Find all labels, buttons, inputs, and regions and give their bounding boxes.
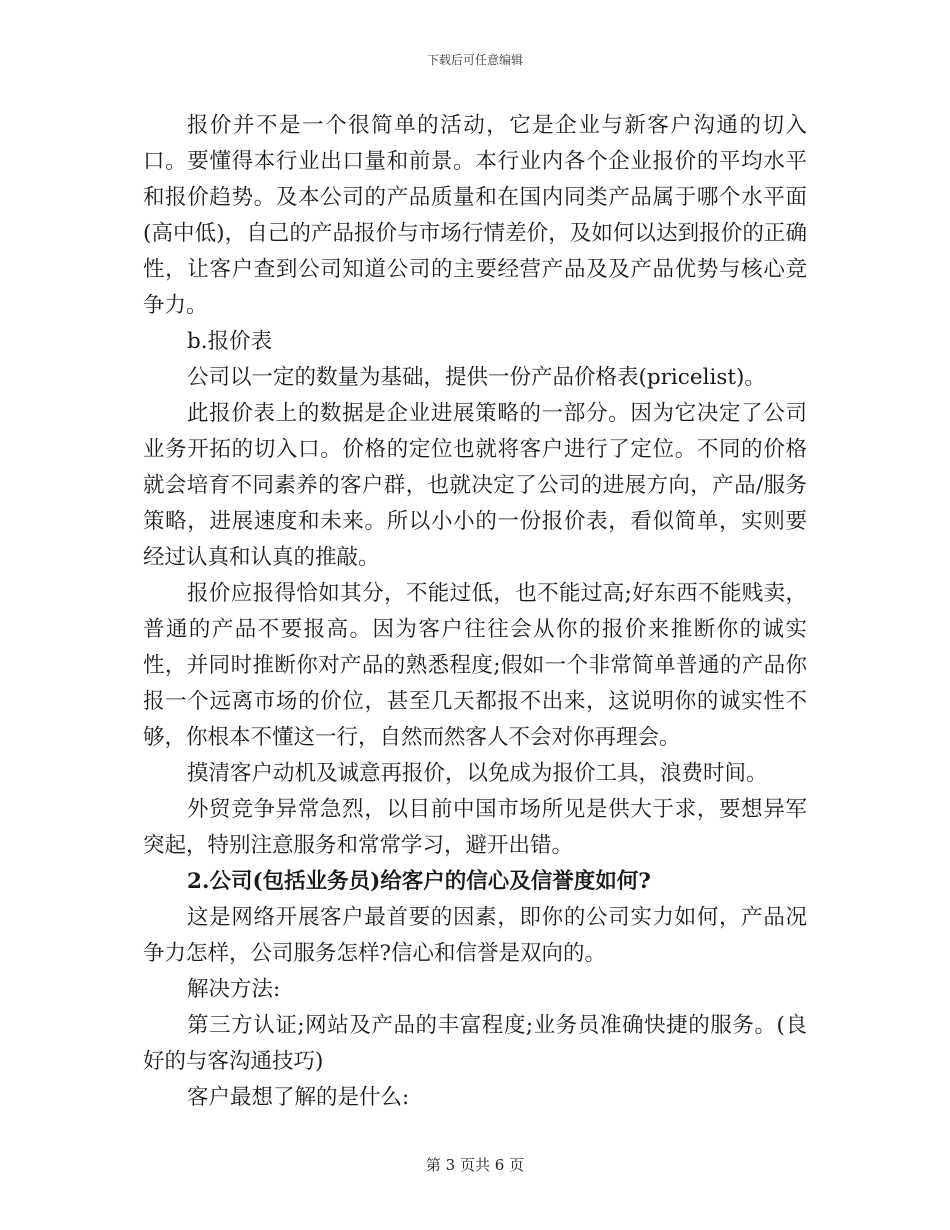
paragraph-price-list-strategy: 此报价表上的数据是企业进展策略的一部分。因为它决定了公司业务开拓的切入口。价格的定位也就将客户进行了定位。不同的价格就会培育不同素养的客户群，也就决定了公司的进展方向，产品/服务策略，进展速度和未来。所以小小的一份报价表，看似简单，实则要经过认真和认真的推敲。: [143, 401, 807, 570]
paragraph-price-list-basis: 公司以一定的数量为基础，提供一份产品价格表(pricelist)。: [187, 365, 766, 390]
paragraph-confidence-factor: 这是网络开展客户最首要的因素，即你的公司实力如何，产品况争力怎样，公司服务怎样?信心和信誉是双向的。: [143, 905, 807, 966]
paragraph-solution-label: 解决方法:: [187, 977, 281, 1002]
paragraph-quote-appropriately: 报价应报得恰如其分，不能过低，也不能过高;好东西不能贱卖，普通的产品不要报高。因为客户往往会从你的报价来推断你的诚实性，并同时推断你对产品的熟悉程度;假如一个非常简单普通的产品你报一个远离市场的价位，甚至几天都报不出来，这说明你的诚实性不够，你根本不懂这一行，自然而然客人不会对你再理会。: [143, 581, 807, 750]
subheading-price-list: b.报价表: [187, 329, 273, 354]
paragraph-client-motive: 摸清客户动机及诚意再报价，以免成为报价工具，浪费时间。: [187, 761, 768, 786]
paragraph-client-wants: 客户最想了解的是什么:: [187, 1085, 410, 1110]
paragraph-competition: 外贸竞争异常急烈，以目前中国市场所见是供大于求，要想异军突起，特别注意服务和常常学习，避开出错。: [143, 797, 807, 858]
page-header: 下载后可任意编辑: [426, 53, 523, 67]
document-body: [143, 108, 807, 1116]
page-footer: 第 3 页共 6 页: [425, 1156, 525, 1174]
paragraph-solution-detail: 第三方认证;网站及产品的丰富程度;业务员准确快捷的服务。(良好的与客沟通技巧): [143, 1013, 807, 1074]
section-heading-confidence: 2.公司(包括业务员)给客户的信心及信誉度如何?: [187, 869, 651, 894]
paragraph-quote-intro: 报价并不是一个很简单的活动，它是企业与新客户沟通的切入口。要懂得本行业出口量和前景。本行业内各个企业报价的平均水平和报价趋势。及本公司的产品质量和在国内同类产品属于哪个水平面(高中低)，自己的产品报价与市场行情差价，及如何以达到报价的正确性，让客户查到公司知道公司的主要经营产品及及产品优势与核心竞争力。: [143, 113, 807, 318]
